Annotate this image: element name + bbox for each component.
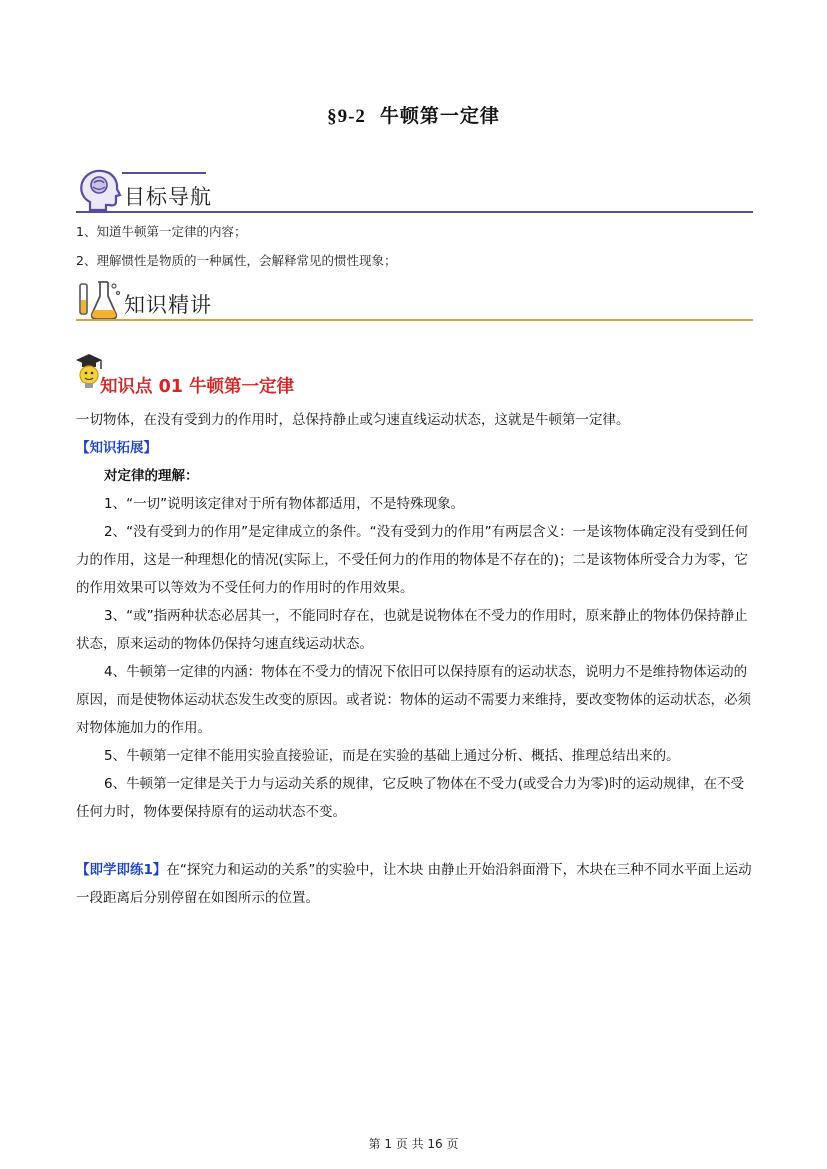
lecture-section-header bbox=[76, 276, 756, 324]
lecture-heading: 知识精讲 bbox=[124, 293, 212, 317]
goal-item: 2、理解惯性是物质的一种属性，会解释常见的惯性现象； bbox=[76, 253, 397, 268]
brain-head-icon bbox=[76, 168, 122, 214]
goals-section-header bbox=[76, 168, 756, 216]
title-text: 牛顿第一定律 bbox=[379, 105, 500, 127]
exercise-text: 在“探究力和运动的关系”的实验中，让木块 由静止开始沿斜面滑下，木块在三种不同水平面上运动 一段距离后分别停留在如图所示的位置。 bbox=[76, 862, 752, 906]
understanding-point: 4、牛顿第一定律的内涵：物体在不受力的情况下依旧可以保持原有的运动状态，说明力不是维持物体运动的原因，而是使物体运动状态发生改变的原因。或者说：物体的运动不需要力来维持，要改变物体的运动状态，必须对物体施加力的作用。 bbox=[76, 664, 751, 736]
page-title bbox=[0, 101, 827, 128]
understanding-point: 1、“一切”说明该定律对于所有物体都适用，不是特殊现象。 bbox=[104, 496, 465, 512]
understanding-point: 2、“没有受到力的作用”是定律成立的条件。“没有受到力的作用”有两层含义：一是该物体确定没有受到任何力的作用，这是一种理想化的情况(实际上，不受任何力的作用的物体是不存在的)；二是该物体所受合力为零，它的作用效果可以等效为不受任何力的作用时的作用效果。 bbox=[76, 524, 749, 596]
lecture-rule bbox=[76, 319, 753, 321]
page-footer: 第 1 页 共 16 页 bbox=[368, 1137, 459, 1151]
exercise-block bbox=[76, 856, 756, 912]
knowledge-point-title: 知识点 01 牛顿第一定律 bbox=[100, 377, 295, 397]
understanding-heading: 对定律的理解： bbox=[104, 468, 199, 484]
goals-rule bbox=[76, 211, 753, 213]
law-statement: 一切物体，在没有受到力的作用时，总保持静止或匀速直线运动状态，这就是牛顿第一定律。 bbox=[76, 412, 630, 428]
goals-heading: 目标导航 bbox=[124, 185, 212, 209]
goal-item: 1、知道牛顿第一定律的内容； bbox=[76, 224, 247, 239]
understanding-point: 5、牛顿第一定律不能用实验直接验证，而是在实验的基础上通过分析、概括、推理总结出来的。 bbox=[104, 748, 680, 764]
knowledge-expand-tag: 【知识拓展】 bbox=[76, 440, 157, 456]
understanding-point: 3、“或”指两种状态必居其一，不能同时存在，也就是说物体在不受力的作用时，原来静止的物体仍保持静止状态，原来运动的物体仍保持匀速直线运动状态。 bbox=[76, 608, 748, 652]
understanding-point: 6、牛顿第一定律是关于力与运动关系的规律，它反映了物体在不受力(或受合力为零)时的运动规律，在不受任何力时，物体要保持原有的运动状态不变。 bbox=[76, 776, 745, 820]
exercise-tag: 【即学即练1】 bbox=[76, 862, 167, 878]
flask-icon bbox=[76, 278, 122, 322]
section-number: §9-2 bbox=[327, 106, 366, 127]
